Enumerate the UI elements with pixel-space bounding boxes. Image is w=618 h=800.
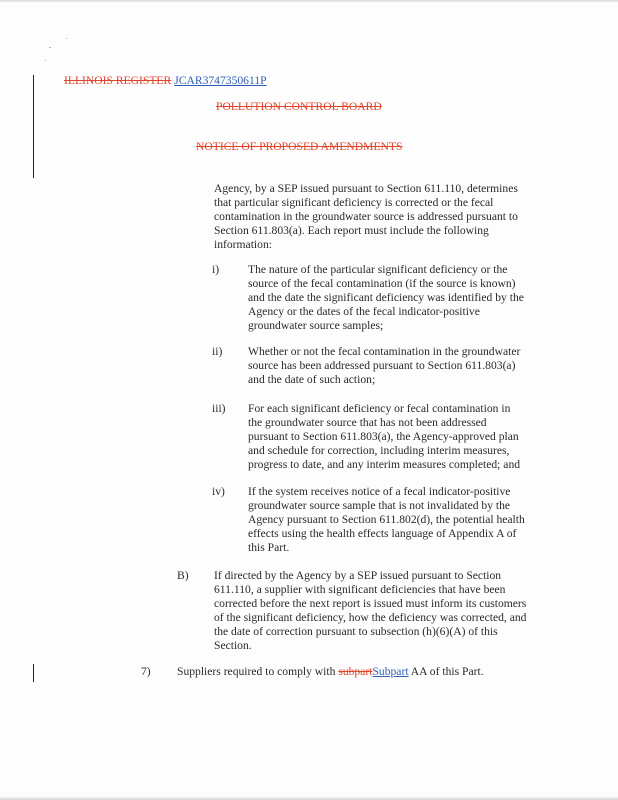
change-bar-top bbox=[33, 75, 34, 178]
text-line: of the significant deficiency, how the deficiency was corrected, and bbox=[214, 611, 527, 625]
item-iii-paragraph bbox=[248, 402, 520, 472]
register-deleted-text: ILLINOIS REGISTER bbox=[64, 74, 172, 87]
item-7-paragraph bbox=[177, 665, 484, 679]
text-line: and the date the significant deficiency was identified by the bbox=[248, 291, 524, 305]
item-marker-iii: iii) bbox=[212, 402, 226, 415]
item-7-inserted-text: Subpart bbox=[372, 665, 409, 678]
item-7-text-before: Suppliers required to comply with bbox=[177, 665, 339, 678]
item-marker-iv: iv) bbox=[212, 485, 225, 498]
text-line: the groundwater source that has not been addressed bbox=[248, 416, 487, 430]
scan-speck bbox=[49, 47, 51, 48]
change-bar-bottom bbox=[33, 664, 34, 682]
text-line: effects using the health effects language of Appendix A of bbox=[248, 527, 517, 541]
text-line: If directed by the Agency by a SEP issued pursuant to Section bbox=[214, 569, 502, 582]
item-b-paragraph bbox=[214, 569, 526, 654]
notice-heading: NOTICE OF PROPOSED AMENDMENTS bbox=[196, 140, 403, 153]
item-marker-7: 7) bbox=[141, 665, 151, 678]
text-line: source of the fecal contamination (if the source is known) bbox=[248, 277, 516, 291]
item-marker-ii: ii) bbox=[212, 345, 223, 358]
text-line: this Part. bbox=[248, 541, 290, 555]
item-ii-paragraph bbox=[248, 345, 520, 387]
text-line: Agency pursuant to Section 611.802(d), the potential health bbox=[248, 513, 525, 527]
text-line: If the system receives notice of a fecal indicator-positive bbox=[248, 485, 511, 498]
text-line: Section 611.803(a). Each report must include the following bbox=[214, 224, 489, 238]
text-line: 611.110, a supplier with significant deficiencies that have been bbox=[214, 583, 506, 597]
text-line: contamination in the groundwater source is addressed pursuant to bbox=[214, 210, 518, 224]
text-line: For each significant deficiency or fecal contamination in bbox=[248, 402, 511, 415]
item-iv-paragraph bbox=[248, 485, 525, 555]
item-i-paragraph bbox=[248, 263, 524, 333]
text-line: The nature of the particular significant deficiency or the bbox=[248, 263, 508, 276]
item-7-deleted-text: subpart bbox=[338, 665, 373, 678]
scan-speck bbox=[66, 38, 67, 39]
text-line: information: bbox=[214, 238, 272, 252]
text-line bbox=[177, 665, 484, 679]
text-line: groundwater source samples; bbox=[248, 319, 384, 333]
register-inserted-text: JCAR3747350611P bbox=[174, 74, 267, 87]
page-top-edge bbox=[0, 0, 618, 3]
text-line: corrected before the next report is issued must inform its customers bbox=[214, 597, 527, 611]
text-line: progress to date, and any interim measures completed; and bbox=[248, 458, 521, 472]
text-line: the date of correction pursuant to subsection (h)(6)(A) of this bbox=[214, 625, 498, 639]
item-7-text-after: AA of this Part. bbox=[408, 665, 484, 678]
board-heading: POLLUTION CONTROL BOARD bbox=[216, 100, 382, 113]
text-line: pursuant to Section 611.803(a), the Agency-approved plan bbox=[248, 430, 519, 444]
register-heading bbox=[64, 74, 267, 88]
text-line: Whether or not the fecal contamination in the groundwater bbox=[248, 345, 521, 358]
text-line: Agency or the dates of the fecal indicator-positive bbox=[248, 305, 480, 319]
text-line: and the date of such action; bbox=[248, 373, 376, 387]
text-line: source has been addressed pursuant to Section 611.803(a) bbox=[248, 359, 516, 373]
text-line: Section. bbox=[214, 639, 252, 653]
text-line: that particular significant deficiency is corrected or the fecal bbox=[214, 196, 494, 210]
intro-paragraph bbox=[214, 182, 518, 252]
text-line: Agency, by a SEP issued pursuant to Section 611.110, determines bbox=[214, 182, 518, 195]
item-marker-b: B) bbox=[177, 569, 189, 582]
page-bottom-edge bbox=[0, 796, 618, 800]
text-line: groundwater source sample that is not invalidated by the bbox=[248, 499, 511, 513]
text-line: and schedule for correction, including interim measures, bbox=[248, 444, 510, 458]
item-marker-i: i) bbox=[212, 263, 220, 276]
scan-speck bbox=[45, 60, 46, 61]
